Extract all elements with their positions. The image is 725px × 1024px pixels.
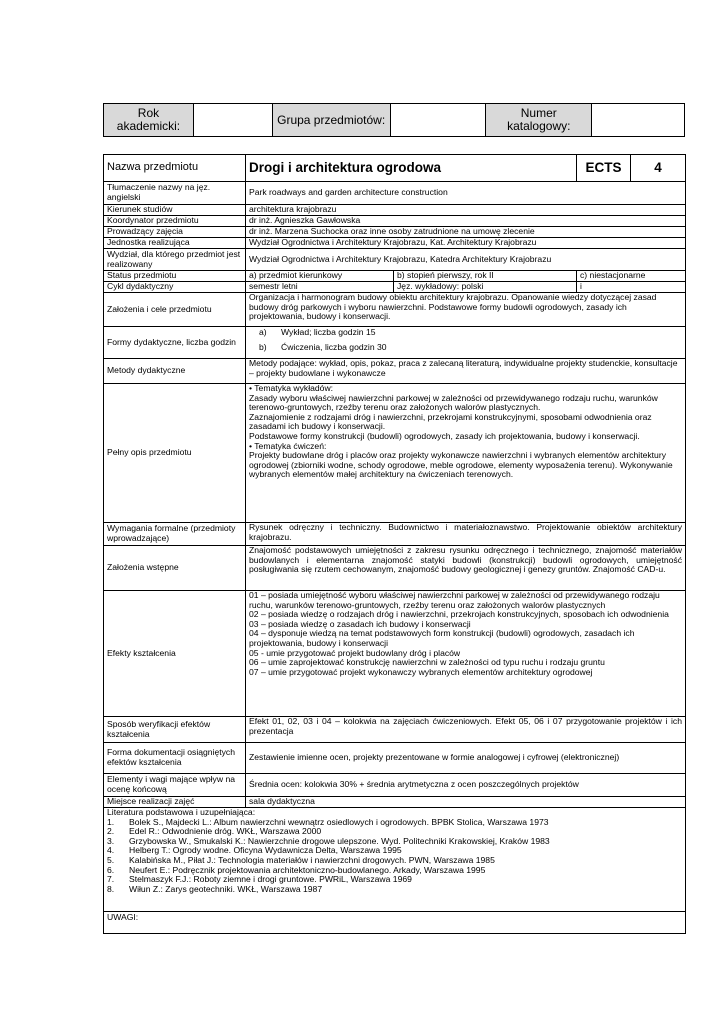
grupa-value	[390, 104, 486, 137]
formy-item-a	[249, 328, 682, 343]
prowadzacy-value: dr inż. Marzena Suchocka oraz inne osoby zatrudnione na umowę zlecenie	[246, 227, 686, 238]
rok-label: Rok akademicki:	[104, 104, 194, 137]
metody-value: Metody podające: wykład, opis, pokaz, praca z zalecaną literaturą, indywidualne projekty studenckie, konsultacje – projekty budowlane i wykonawcze	[246, 359, 686, 384]
kierunek-value: architektura krajobrazu	[246, 205, 686, 216]
grupa-label: Grupa przedmiotów:	[272, 104, 390, 137]
opis-line: Zaznajomienie z rodzajami dróg i nawierzchni, przekrojami konstrukcyjnymi, sposobami odwodnienia oraz zasadami ich budowy i konserwacji.	[249, 411, 652, 432]
status-b: b) stopień pierwszy, rok II	[394, 271, 577, 282]
ects-label: ECTS	[577, 155, 631, 182]
literatura-text: Grzybowska W., Smukalski K.: Nawierzchnie drogowe ulepszone. Wyd. Politechniki Krakowskiej, Kraków 1983	[129, 835, 550, 846]
weryfikacja-label: Sposób weryfikacji efektów kształcenia	[104, 717, 246, 743]
literatura-text: Bolek S., Majdecki L.: Album nawierzchni wewnątrz osiedlowych i ogrodowych. BPBK Stolica, Warszawa 1973	[129, 816, 549, 827]
opis-line: Projekty budowlane dróg i placów oraz projekty wykonawcze nawierzchni i wybranych elementów architektury ogrodowej (zbiorniki wodne, schody ogrodowe, meble ogrodowe, elementy wyposażenia terenu). Wykonywanie wybranych elementów małej architektury na ćwiczeniach terenowych.	[249, 450, 673, 480]
literatura-text: Neufert E.: Podręcznik projektowania architektoniczno-budowlanego. Arkady, Warszawa 1995	[129, 864, 486, 875]
jezyk-value: Jęz. wykładowy: polski	[394, 282, 577, 293]
koordynator-value: dr inż. Agnieszka Gawłowska	[246, 216, 686, 227]
opis-line: • Tematyka wykładów:	[249, 383, 334, 393]
numer-value	[592, 104, 685, 137]
formy-item-b	[249, 343, 682, 353]
efekt-item: 06 – umie zaprojektować konstrukcję nawierzchni w zależności od typu ruchu i rodzaju gruntu	[249, 657, 605, 668]
efekt-item: 03 – posiada wiedzę o zasadach ich budowy i konserwacji	[249, 618, 471, 629]
dokumentacja-value: Zestawienie imienne ocen, projekty prezentowane w formie analogowej i cyfrowej (elektronicznej)	[246, 743, 686, 774]
literatura-number: 1.	[107, 816, 115, 827]
wagi-value: Średnia ocen: kolokwia 30% + średnia arytmetyczna z ocen poszczególnych projektów	[246, 774, 686, 797]
literatura-number: 6.	[107, 864, 115, 875]
formy-a-number: a)	[259, 327, 267, 337]
course-name: Drogi i architektura ogrodowa	[246, 155, 577, 182]
status-c: c) niestacjonarne	[577, 271, 686, 282]
uwagi-cell: UWAGI:	[104, 912, 686, 934]
wymagania-value: Rysunek odręczny i techniczny. Budownictwo i materiałoznawstwo. Projektowanie obiektów architektury krajobrazu.	[246, 523, 686, 546]
translation-label: Tłumaczenie nazwy na jęz. angielski	[104, 182, 246, 205]
literatura-item	[107, 885, 682, 895]
kierunek-label: Kierunek studiów	[104, 205, 246, 216]
numer-label: Numer katalogowy:	[486, 104, 592, 137]
efekt-item: 04 – dysponuje wiedzą na temat podstawowych form konstrukcji (budowli) ogrodowych, zasadach ich projektowania, budowy i konserwacji	[249, 628, 635, 648]
literatura-text: Wiłun Z.: Zarys geotechniki. WKŁ, Warszawa 1987	[129, 883, 323, 894]
literatura-cell	[104, 808, 686, 912]
efekty-value	[246, 591, 686, 717]
opis-value	[246, 384, 686, 523]
wydzial-value: Wydział Ogrodnictwa i Architektury Krajobrazu, Katedra Architektury Krajobrazu	[246, 249, 686, 271]
header-table	[103, 103, 685, 137]
wstepne-label: Założenia wstępne	[104, 546, 246, 591]
translation-value: Park roadways and garden architecture construction	[246, 182, 686, 205]
literatura-number: 4.	[107, 845, 115, 856]
formy-b-text: Ćwiczenia, liczba godzin 30	[281, 342, 387, 352]
dokumentacja-label: Forma dokumentacji osiągniętych efektów kształcenia	[104, 743, 246, 774]
wagi-label: Elementy i wagi mające wpływ na ocenę końcową	[104, 774, 246, 797]
ects-value: 4	[631, 155, 686, 182]
weryfikacja-value: Efekt 01, 02, 03 i 04 – kolokwia na zajęciach ćwiczeniowych. Efekt 05, 06 i 07 przygotowanie projektów i ich prezentacja	[246, 717, 686, 743]
wydzial-label: Wydział, dla którego przedmiot jest realizowany	[104, 249, 246, 271]
efekt-item: 01 – posiada umiejętność wyboru właściwej nawierzchni parkowej w zależności od przewidywanego rodzaju ruchu, warunków terenowo-gruntowych, rzeźby terenu oraz założonych walorów plastycznych	[249, 590, 660, 610]
wstepne-value: Znajomość podstawowych umiejętności z zakresu rysunku odręcznego i technicznego, znajomość materiałów budowlanych i elementarna znajomość statyki budowli (konstrukcji) budowli ogrodowych, umiejętność posługiwania się rzutem cechowanym, znajomość budowy geologicznej i genezy gruntów. Znajomość CAD-u.	[246, 546, 686, 591]
cykl-value: semestr letni	[246, 282, 394, 293]
efekt-item: 07 – umie przygotować projekt wykonawczy wybranych elementów architektury ogrodowej	[249, 666, 593, 677]
miejsce-label: Miejsce realizacji zajęć	[104, 797, 246, 808]
literatura-number: 8.	[107, 883, 115, 894]
zalozenia-label: Założenia i cele przedmiotu	[104, 293, 246, 327]
status-label: Status przedmiotu	[104, 271, 246, 282]
miejsce-value: sala dydaktyczna	[246, 797, 686, 808]
wymagania-label: Wymagania formalne (przedmioty wprowadzające)	[104, 523, 246, 546]
opis-label: Pełny opis przedmiotu	[104, 384, 246, 523]
koordynator-label: Koordynator przedmiotu	[104, 216, 246, 227]
course-table	[103, 154, 686, 934]
literatura-number: 5.	[107, 854, 115, 865]
efekt-item: 05 - umie przygotować projekt budowlany dróg i placów	[249, 647, 461, 658]
zalozenia-value: Organizacja i harmonogram budowy obiektu architektury krajobrazu. Opanowanie wiedzy dotyczącej zasad budowy dróg parkowych i wyboru nawierzchni. Podstawowe formy budowli ogrodowych, zasady ich projektowania, budowy i konserwacji.	[246, 293, 686, 327]
jednostka-label: Jednostka realizująca	[104, 238, 246, 249]
formy-value	[246, 327, 686, 359]
literatura-number: 3.	[107, 835, 115, 846]
cykl-label: Cykl dydaktyczny	[104, 282, 246, 293]
literatura-number: 2.	[107, 826, 115, 837]
status-a: a) przedmiot kierunkowy	[246, 271, 394, 282]
literatura-text: Edel R.: Odwodnienie dróg. WKŁ, Warszawa 2000	[129, 826, 322, 837]
literatura-text: Stelmaszyk F.J.: Roboty ziemne i drogi gruntowe. PWRiL, Warszawa 1969	[129, 874, 412, 885]
formy-label: Formy dydaktyczne, liczba godzin	[104, 327, 246, 359]
literatura-text: Helberg T.: Ogrody wodne. Oficyna Wydawnicza Delta, Warszawa 1995	[129, 845, 402, 856]
literatura-label: Literatura podstawowa i uzupełniająca:	[107, 807, 256, 817]
opis-line: • Tematyka ćwiczeń:	[249, 440, 327, 451]
rok-value	[193, 104, 272, 137]
opis-line: Podstawowe formy konstrukcji (budowli) ogrodowych, zasady ich projektowania, budowy i konserwacji.	[249, 430, 640, 441]
efekty-label: Efekty kształcenia	[104, 591, 246, 717]
metody-label: Metody dydaktyczne	[104, 359, 246, 384]
prowadzacy-label: Prowadzący zajęcia	[104, 227, 246, 238]
cykl-extra: i	[577, 282, 686, 293]
efekt-item: 02 – posiada wiedzę o rodzajach dróg i nawierzchni, przekrojach konstrukcyjnych, sposobach ich odwodnienia	[249, 609, 669, 620]
opis-line: Zasady wyboru właściwej nawierzchni parkowej w zależności od przewidywanego rodzaju ruchu, warunków terenowo-gruntowych, rzeźby terenu oraz założonych walorów plastycznych.	[249, 392, 658, 413]
formy-a-text: Wykład; liczba godzin 15	[281, 327, 376, 337]
name-label: Nazwa przedmiotu	[104, 155, 246, 182]
literatura-number: 7.	[107, 874, 115, 885]
jednostka-value: Wydział Ogrodnictwa i Architektury Krajobrazu, Kat. Architektury Krajobrazu	[246, 238, 686, 249]
formy-b-number: b)	[259, 342, 267, 352]
literatura-text: Kalabińska M., Piłat J.: Technologia materiałów i nawierzchni drogowych. PWN, Warszawa 1985	[129, 854, 495, 865]
